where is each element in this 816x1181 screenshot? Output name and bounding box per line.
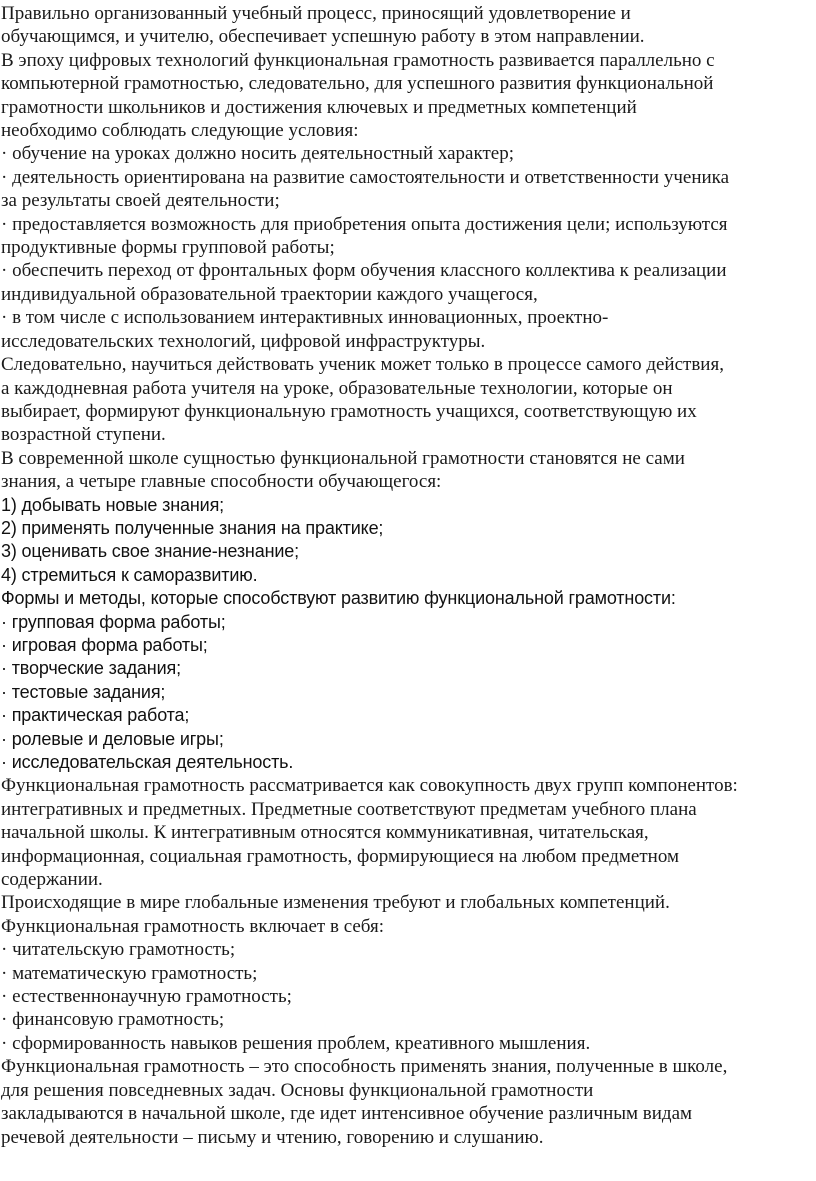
- list-item: · игровая форма работы;: [1, 634, 208, 655]
- text-line: обучающимся, и учителю, обеспечивает успешную работу в этом направлении.: [1, 26, 645, 48]
- text-line: Функциональная грамотность рассматривается как совокупность двух групп компонентов:: [1, 775, 738, 797]
- list-item: · ролевые и деловые игры;: [1, 728, 224, 749]
- text-line: продуктивные формы групповой работы;: [1, 237, 335, 259]
- list-item: 3) оценивать свое знание-незнание;: [1, 541, 299, 562]
- list-item: · естественнонаучную грамотность;: [1, 986, 292, 1008]
- text-line: выбирает, формируют функциональную грамотность учащихся, соответствующую их: [1, 400, 697, 422]
- text-line: В современной школе сущностью функциональной грамотности становятся не сами: [1, 447, 685, 469]
- text-line: исследовательских технологий, цифровой инфраструктуры.: [1, 330, 486, 352]
- text-line: Следовательно, научиться действовать ученик может только в процессе самого действия,: [1, 354, 724, 376]
- list-item: · сформированность навыков решения проблем, креативного мышления.: [1, 1032, 591, 1054]
- list-item: · предоставляется возможность для приобретения опыта достижения цели; используются: [1, 213, 728, 235]
- list-item: 4) стремиться к саморазвитию.: [1, 564, 258, 585]
- section-heading: Формы и методы, которые способствуют развитию функциональной грамотности:: [1, 588, 676, 609]
- list-item: · практическая работа;: [1, 705, 190, 726]
- text-line: знания, а четыре главные способности обучающегося:: [1, 471, 442, 493]
- text-line: Функциональная грамотность – это способность применять знания, полученные в школе,: [1, 1056, 728, 1078]
- list-item: · финансовую грамотность;: [1, 1009, 225, 1031]
- list-item: · тестовые задания;: [1, 681, 166, 702]
- text-line: компьютерной грамотностью, следовательно, для успешного развития функциональной: [1, 73, 714, 95]
- list-item: · исследовательская деятельность.: [1, 752, 294, 772]
- text-line: за результаты своей деятельности;: [1, 190, 280, 212]
- list-item: · творческие задания;: [1, 658, 181, 679]
- list-item: 1) добывать новые знания;: [1, 494, 225, 515]
- list-item: · обучение на уроках должно носить деятельностный характер;: [1, 143, 514, 165]
- text-line: Функциональная грамотность включает в себя:: [1, 915, 385, 937]
- text-line: Происходящие в мире глобальные изменения требуют и глобальных компетенций.: [1, 892, 670, 914]
- text-line: Правильно организованный учебный процесс, приносящий удовлетворение и: [1, 3, 631, 24]
- list-item: · групповая форма работы;: [1, 611, 226, 632]
- text-line: необходимо соблюдать следующие условия:: [1, 120, 359, 142]
- text-line: речевой деятельности – письму и чтению, говорению и слушанию.: [1, 1126, 544, 1148]
- list-item: · деятельность ориентирована на развитие самостоятельности и ответственности ученика: [1, 166, 730, 188]
- text-line: интегративных и предметных. Предметные соответствуют предметам учебного плана: [1, 798, 697, 820]
- list-item: 2) применять полученные знания на практике;: [1, 517, 384, 538]
- list-item: · обеспечить переход от фронтальных форм обучения классного коллектива к реализации: [1, 260, 727, 282]
- text-line: грамотности школьников и достижения ключевых и предметных компетенций: [1, 96, 637, 118]
- text-line: для решения повседневных задач. Основы функциональной грамотности: [1, 1079, 594, 1101]
- list-item: · читательскую грамотность;: [1, 939, 236, 961]
- text-line: В эпоху цифровых технологий функциональная грамотность развивается параллельно с: [1, 49, 715, 71]
- text-line: закладываются в начальной школе, где идет интенсивное обучение различным видам: [1, 1103, 693, 1125]
- list-item: · в том числе с использованием интерактивных инновационных, проектно-: [1, 307, 609, 329]
- text-line: возрастной ступени.: [1, 424, 166, 446]
- text-line: содержании.: [1, 869, 103, 891]
- text-line: начальной школы. К интегративным относятся коммуникативная, читательская,: [1, 822, 649, 844]
- text-line: индивидуальной образовательной траектории каждого учащегося,: [1, 283, 538, 305]
- text-line: информационная, социальная грамотность, формирующиеся на любом предметном: [1, 845, 679, 867]
- list-item: · математическую грамотность;: [1, 962, 258, 984]
- text-line: а каждодневная работа учителя на уроке, образовательные технологии, которые он: [1, 377, 673, 399]
